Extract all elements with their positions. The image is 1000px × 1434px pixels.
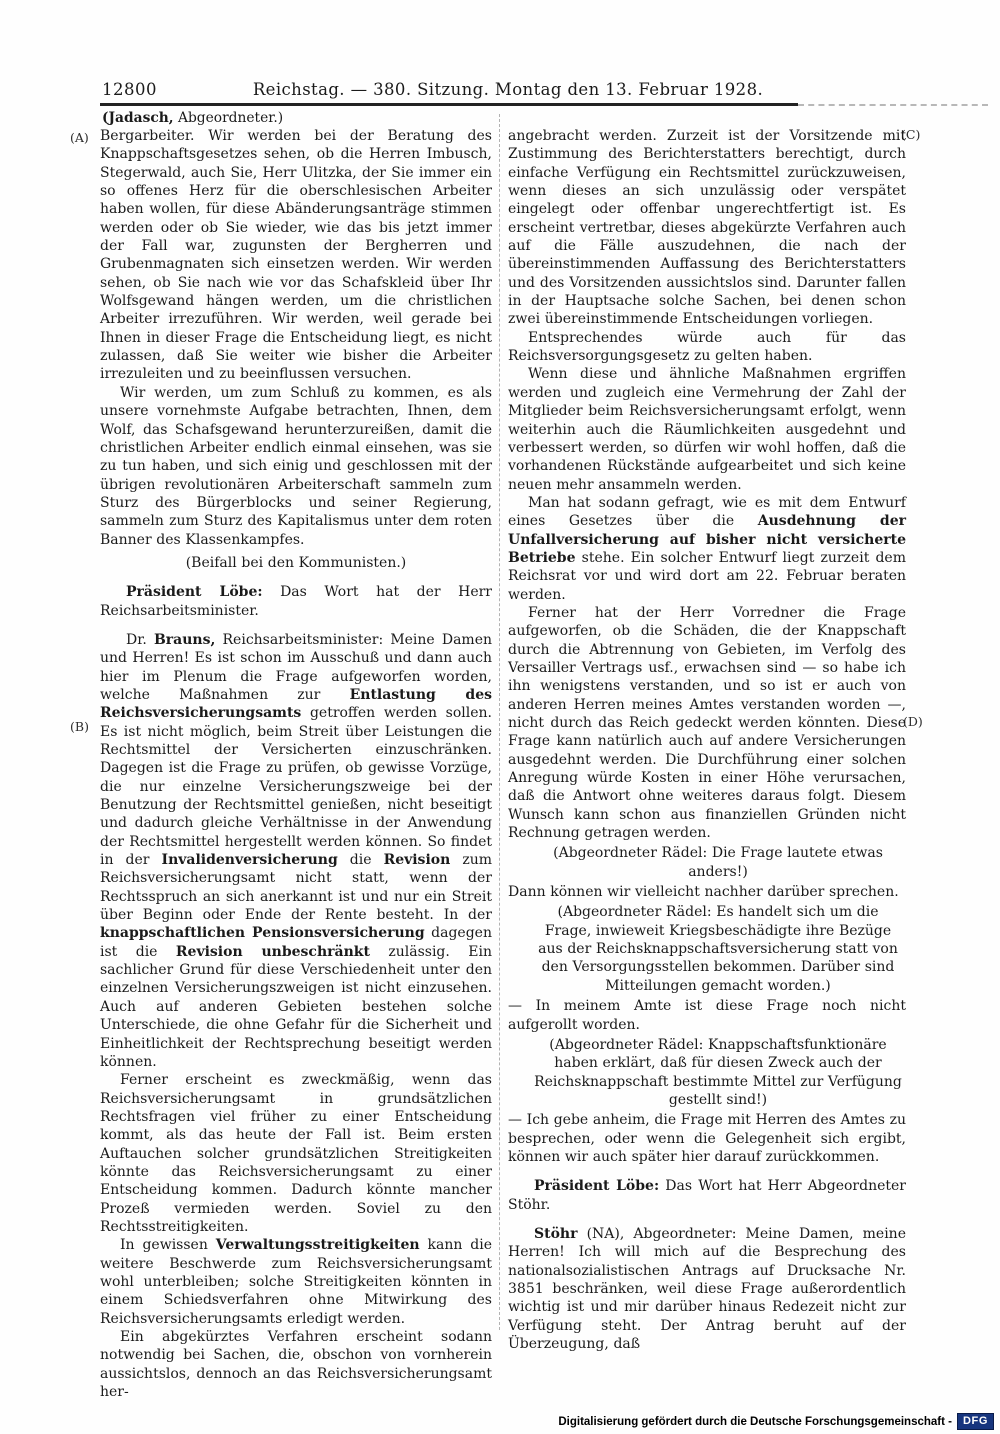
text-run: Wenn diese und ähnliche Maßnahmen ergriffen werden und zugleich eine Vermehrung der Zahl der Mitglieder beim Reichsversicherungsamt erfolgt, wenn weiterhin auch die Räumlichkeiten ausgedehnt und verbessert werden, so dürfen wir wohl hoffen, daß die vorhandenen Rückstände aufgearbeitet und sich keine neuen mehr ansammeln werden. (508, 366, 906, 493)
text-run: Ein abgekürztes Verfahren erscheint sodann notwendig bei Sachen, die, obschon von vornherein aussichtslos, dennoch an das Reichsversicherungsamt her- (100, 1329, 492, 1401)
digitization-footer (558, 1413, 994, 1430)
speech-praesident-loebe (508, 1177, 906, 1214)
speaker-name: (Jadasch, (102, 110, 174, 126)
bold-text-run: Stöhr (534, 1225, 578, 1242)
paragraph (100, 1328, 492, 1401)
speech-stoehr (508, 1225, 906, 1353)
paragraph (100, 127, 492, 384)
footer-text: Digitalisierung gefördert durch die Deutsche Forschungsgemeinschaft - (558, 1415, 952, 1428)
text-run: (Beifall bei den Kommunisten.) (185, 554, 407, 571)
interjection-raedel (508, 1036, 906, 1109)
bold-text-run: Invalidenversicherung (161, 852, 338, 869)
interjection-raedel (508, 903, 906, 995)
paragraph (508, 604, 906, 842)
text-run: Entsprechendes würde auch für das Reichsversorgungsgesetz zu gelten haben. (508, 329, 906, 365)
bold-text-run: Entlastung des Reichsversicherungsamts (100, 686, 493, 722)
text-run: (NA), Abgeordneter: Meine Damen, meine Herren! Ich will mich auf die Besprechung des nationalsozialistischen Antrags auf Drucksache Nr. 3851 beschränken, weil diese Frage außerordentlich wichtig ist und mir darüber hinaus Redezeit nicht zur Verfügung steht. Der Antrag beruht auf der Überzeugung, daß (508, 1225, 906, 1352)
text-run: Bergarbeiter. Wir werden bei der Beratung des Knappschaftsgesetzes sehen, ob die Herren Imbusch, Stegerwald, auch Sie, Herr Ulitzka, der Sie immer ein so offenes Herz für die oberschlesischen Arbeiter haben wollen, für diese Abänderungsanträge stimmen werden oder ob Sie wieder, wie das bis jetzt immer der Fall war, zugunsten der Bergherren und Grubenmagnaten sich einsetzen werden. Wir werden sehen, ob Sie nach wie vor das Schafskleid über Ihr Wolfsgewand hängen werden, um die christlichen Arbeiter irrezuführen. Wir werden, weil gerade bei Ihnen in dieser Frage die Entscheidung liegt, es nicht zulassen, daß Sie weiter wie bisher die Arbeiter irrezuleiten und zu beeinflussen versuchen. (100, 128, 492, 383)
paragraph (508, 329, 906, 366)
text-run: (Abgeordneter Rädel: Die Frage lautete etwas anders!) (553, 845, 883, 880)
speaker-role: Abgeordneter.) (173, 110, 284, 126)
margin-mark-a: (A) (70, 130, 89, 145)
header-rule (100, 103, 798, 106)
bold-text-run: Revision unbeschränkt (175, 943, 370, 960)
header-rule-faded (798, 104, 988, 106)
text-run: Dr. (126, 631, 154, 648)
text-run: Reichsarbeitsminister: Meine Damen und Herren! Es ist schon im Ausschuß und dann auch hier im Plenum die Frage aufgeworfen worden, welche Maßnahmen zur (100, 631, 492, 703)
text-run: Wir werden, um zum Schluß zu kommen, es als unsere vornehmste Aufgabe betrachten, Ihnen, dem Wolf, das Schafsgewand herunterzureißen, damit die christlichen Arbeiter endlich einmal einsehen, was sie zu tun haben, und sich einig und geschlossen mit der übrigen revolutionären Arbeiterschaft sammeln zum Sturz des Bürgerblocks und seiner Regierung, sammeln zum Sturz des Kapitalismus unter dem roten Banner des Klassenkampfes. (100, 384, 492, 548)
paragraph (100, 1071, 492, 1236)
paragraph (508, 883, 906, 901)
text-run: angebracht werden. Zurzeit ist der Vorsitzende mit Zustimmung des Berichterstatters berechtigt, durch einfache Verfügung ein Rechtsmittel zurückzuweisen, wenn dieses an sich unzulässig oder verspätet eingelegt oder offenbar ungerechtfertigt ist. Es erscheint vertretbar, dieses abgekürzte Verfahren auch auf die Fälle auszudehnen, die nach der übereinstimmenden Auffassung des Berichterstatters und des Vorsitzenden aussichtslos sind. Darunter fallen in der Hauptsache solche Sachen, bei denen schon zwei übereinstimmende Entscheidungen vorliegen. (508, 128, 906, 328)
text-run: dagegen ist die (100, 925, 492, 960)
text-run: Man hat sodann gefragt, wie es mit dem Entwurf eines Gesetzes über die (508, 494, 906, 530)
text-run: — In meinem Amte ist diese Frage noch nicht aufgerollt worden. (508, 998, 906, 1033)
right-column (508, 127, 906, 1353)
bold-text-run: Verwaltungsstreitigkeiten (215, 1237, 420, 1254)
text-run: getroffen werden sollen. Es ist nicht möglich, beim Streit über Leistungen die Rechtsmittel der Versicherten einzuschränken. Dagegen ist die Frage zu prüfen, ob gewisse Vorzüge, die nur einzelne Versicherungszweige bei der Benutzung der Rechtsmittel genießen, nicht beseitigt und dadurch gleiche Verhältnisse in der Anwendung der Rechtsmittel hergestellt werden können. So findet in der (100, 705, 492, 869)
bold-text-run: Präsident Löbe: (534, 1178, 660, 1195)
text-run: Ferner erscheint es zweckmäßig, wenn das Reichsversicherungsamt in grundsätzlichen Rechtsfragen viel früher zu einer Entscheidung kommt, als das heute der Fall ist. Beim ersten Auftauchen solcher grundsätzlichen Streitigkeiten könnte das Reichsversicherungsamt zu einer Entscheidung kommen. Dadurch könnte mancher Prozeß vermieden werden. Soviel zu den Rechtsstreitigkeiten. (100, 1072, 492, 1235)
text-run: kann die weitere Beschwerde zum Reichsversicherungsamt wohl unterbleiben; solche Streitigkeiten könnten in einem Schiedsverfahren ohne Mitwirkung des Reichsversicherungsamts erledigt werden. (100, 1237, 492, 1327)
paragraph (508, 365, 906, 493)
margin-mark-b: (B) (70, 719, 89, 734)
paragraph (508, 127, 906, 329)
stage-note (100, 554, 492, 572)
bold-text-run: Revision (383, 852, 451, 869)
page-header (100, 80, 916, 104)
text-run: Ferner hat der Herr Vorredner die Frage aufgeworfen, ob die Schäden, die der Knappschaft durch die Abtrennung von Gebieten, im Verfolg des Versailler Vertrags usf., erwachsen sind — so habe ich ihn wenigstens verstanden, und so ist er auch von anderen Herren meines Amtes verstanden worden —, nicht durch das Reich gedeckt werden könnten. Diese Frage kann natürlich auch auf andere Versicherungen ausgedehnt werden. Die Durchführung einer solchen Anregung würde Kosten in einer Höhe verursachen, daß die Antwort ohne weiteres daraus folgt. Diesem Wunsch kann schon aus finanziellen Gründen nicht Rechnung getragen werden. (508, 604, 906, 842)
speech-dr-brauns (100, 631, 492, 1071)
text-run: die (337, 852, 384, 869)
paragraph (100, 384, 492, 549)
header-title: Reichstag. — 380. Sitzung. Montag den 13. Februar 1928. (252, 80, 764, 99)
text-run: (Abgeordneter Rädel: Knappschaftsfunktionäre haben erklärt, daß für diesen Zweck auch der Reichsknappschaft bestimmte Mittel zur Verfügung gestellt sind!) (534, 1036, 902, 1108)
bold-text-run: Ausdehnung der Unfallversicherung auf bisher nicht versicherte Betriebe (508, 513, 906, 566)
margin-mark-c: (C) (901, 127, 921, 142)
running-speaker-note (102, 110, 283, 126)
margin-mark-d: (D) (903, 714, 923, 729)
bold-text-run: Präsident Löbe: (126, 584, 263, 601)
bold-text-run: Brauns, (153, 631, 216, 648)
page-number: 12800 (102, 80, 157, 99)
dfg-logo: DFG (957, 1413, 994, 1430)
text-run: — Ich gebe anheim, die Frage mit Herren des Amtes zu besprechen, oder wenn die Gelegenheit sich ergibt, können wir auch später hier darauf zurückkommen. (508, 1112, 906, 1165)
paragraph (100, 1236, 492, 1328)
paragraph (508, 494, 906, 604)
text-run: zum Reichsversicherungsamt nicht statt, wenn der Rechtsspruch an sich anerkannt ist und nur ein Streit über Beginn oder Ende der Rente besteht. In der (100, 852, 492, 924)
text-run: Das Wort hat der Herr Reichsarbeitsminister. (100, 584, 492, 619)
paragraph (508, 1111, 906, 1166)
text-run: zulässig. Ein sachlicher Grund für diese Verschiedenheit unter den einzelnen Versicherungszweigen ist nicht einzusehen. Auch auf anderen Gebieten bestehen solche Unterschiede, die ohne Gefahr für die Sicherheit und Einheitlichkeit der Rechtsprechung beseitigt werden können. (100, 943, 492, 1070)
text-run: stehe. Ein solcher Entwurf liegt zurzeit dem Reichsrat vor und wird dort am 22. Februar beraten werden. (508, 549, 906, 603)
bold-text-run: knappschaftlichen Pensionsversicherung (100, 925, 425, 942)
text-run: In gewissen (120, 1237, 216, 1254)
column-divider (499, 114, 500, 1330)
text-run: Das Wort hat Herr Abgeordneter Stöhr. (508, 1178, 906, 1213)
left-column (100, 127, 492, 1401)
paragraph (508, 997, 906, 1034)
interjection-raedel (508, 844, 906, 881)
text-run: Dann können wir vielleicht nachher darüber sprechen. (508, 884, 899, 901)
text-run: (Abgeordneter Rädel: Es handelt sich um die Frage, inwieweit Kriegsbeschädigte ihre Bezüge aus der Reichsknappschaftsversicherung statt von den Versorgungsstellen bekommen. Darüber sind Mitteilungen gemacht worden.) (538, 904, 898, 994)
speech-praesident-loebe (100, 583, 492, 620)
